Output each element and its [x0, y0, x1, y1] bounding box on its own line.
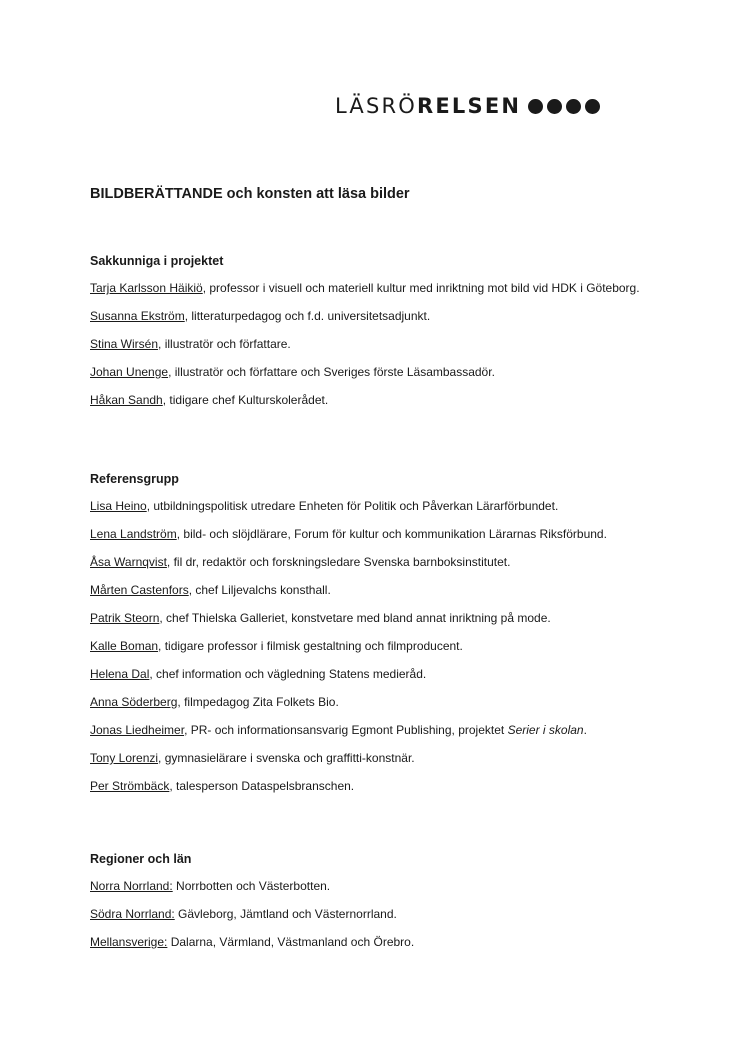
- list-item: [90, 610, 670, 627]
- entry-suffix: .: [583, 723, 587, 737]
- entry-description: , tidigare professor i filmisk gestaltning och filmproducent.: [158, 639, 463, 653]
- entry-description: , bild- och slöjdlärare, Forum för kultur och kommunikation Lärarnas Riksförbund.: [176, 527, 607, 541]
- entry-description: Gävleborg, Jämtland och Västernorrland.: [174, 907, 397, 921]
- list-item: [90, 906, 670, 923]
- person-name: Susanna Ekström: [90, 309, 185, 323]
- person-name: Lena Landström: [90, 527, 177, 541]
- entry-description: Norrbotten och Västerbotten.: [172, 879, 331, 893]
- person-name: Kalle Boman: [90, 639, 159, 653]
- list-item: [90, 582, 670, 599]
- logo-dot: [585, 99, 600, 114]
- list-item: [90, 280, 670, 297]
- person-name: Stina Wirsén: [90, 337, 159, 351]
- section-sakkunniga: [90, 254, 670, 420]
- list-item: [90, 392, 670, 409]
- document-title: BILDBERÄTTANDE och konsten att läsa bilder: [90, 186, 410, 202]
- person-name: Tony Lorenzi: [90, 751, 159, 765]
- person-name: Helena Dal: [90, 667, 150, 681]
- person-name: Tarja Karlsson Häikiö: [90, 281, 203, 295]
- logo-dots: [524, 99, 600, 114]
- person-name: Håkan Sandh: [90, 393, 163, 407]
- person-name: Åsa Warnqvist: [90, 555, 167, 569]
- logo-text-bold: RELSEN: [417, 94, 522, 118]
- list-item: [90, 778, 670, 795]
- section-regioner: [90, 852, 670, 962]
- section-referensgrupp: [90, 472, 670, 806]
- list-item: [90, 666, 670, 683]
- list-item: [90, 750, 670, 767]
- section-heading: Referensgrupp: [90, 472, 179, 486]
- lasrorelsen-logo: [335, 94, 600, 118]
- logo-dot: [528, 99, 543, 114]
- list-item: [90, 498, 670, 515]
- entry-description: , illustratör och författare och Sveriges förste Läsambassadör.: [168, 365, 495, 379]
- entry-description: , chef information och vägledning Statens medieråd.: [149, 667, 427, 681]
- logo-text-light: LÄSRÖ: [335, 94, 417, 118]
- entry-description: Dalarna, Värmland, Västmanland och Örebro.: [167, 935, 415, 949]
- person-name: Mellansverige:: [90, 935, 168, 949]
- list-item: [90, 364, 670, 381]
- entry-list: [90, 878, 670, 951]
- entry-description: , fil dr, redaktör och forskningsledare Svenska barnboksinstitutet.: [166, 555, 511, 569]
- person-name: Patrik Steorn: [90, 611, 160, 625]
- entry-description: , talesperson Dataspelsbranschen.: [169, 779, 355, 793]
- list-item: [90, 934, 670, 951]
- list-item: [90, 336, 670, 353]
- list-item: [90, 694, 670, 711]
- list-item: [90, 554, 670, 571]
- person-name: Mårten Castenfors: [90, 583, 189, 597]
- list-item: [90, 308, 670, 325]
- person-name: Johan Unenge: [90, 365, 169, 379]
- entry-description: , professor i visuell och materiell kultur med inriktning mot bild vid HDK i Göteborg.: [202, 281, 640, 295]
- list-item: [90, 722, 670, 739]
- section-heading: Regioner och län: [90, 852, 192, 866]
- entry-description: , filmpedagog Zita Folkets Bio.: [177, 695, 339, 709]
- list-item: [90, 638, 670, 655]
- person-name: Jonas Liedheimer: [90, 723, 185, 737]
- person-name: Anna Söderberg: [90, 695, 178, 709]
- entry-list: [90, 280, 670, 409]
- person-name: Norra Norrland:: [90, 879, 173, 893]
- logo-dot: [566, 99, 581, 114]
- list-item: [90, 526, 670, 543]
- entry-description: , illustratör och författare.: [158, 337, 291, 351]
- person-name: Södra Norrland:: [90, 907, 175, 921]
- entry-description: , chef Thielska Galleriet, konstvetare med bland annat inriktning på mode.: [159, 611, 551, 625]
- section-heading: Sakkunniga i projektet: [90, 254, 224, 268]
- entry-description: , gymnasielärare i svenska och graffitti-konstnär.: [158, 751, 415, 765]
- entry-description: , litteraturpedagog och f.d. universitetsadjunkt.: [184, 309, 431, 323]
- person-name: Per Strömbäck: [90, 779, 170, 793]
- entry-list: [90, 498, 670, 795]
- list-item: [90, 878, 670, 895]
- person-name: Lisa Heino: [90, 499, 147, 513]
- entry-description: , PR- och informationsansvarig Egmont Publishing, projektet: [184, 723, 508, 737]
- entry-description: , tidigare chef Kulturskolerådet.: [162, 393, 329, 407]
- logo-dot: [547, 99, 562, 114]
- entry-description: , chef Liljevalchs konsthall.: [188, 583, 331, 597]
- entry-description: , utbildningspolitisk utredare Enheten för Politik och Påverkan Lärarförbundet.: [146, 499, 559, 513]
- project-title: Serier i skolan: [507, 723, 584, 737]
